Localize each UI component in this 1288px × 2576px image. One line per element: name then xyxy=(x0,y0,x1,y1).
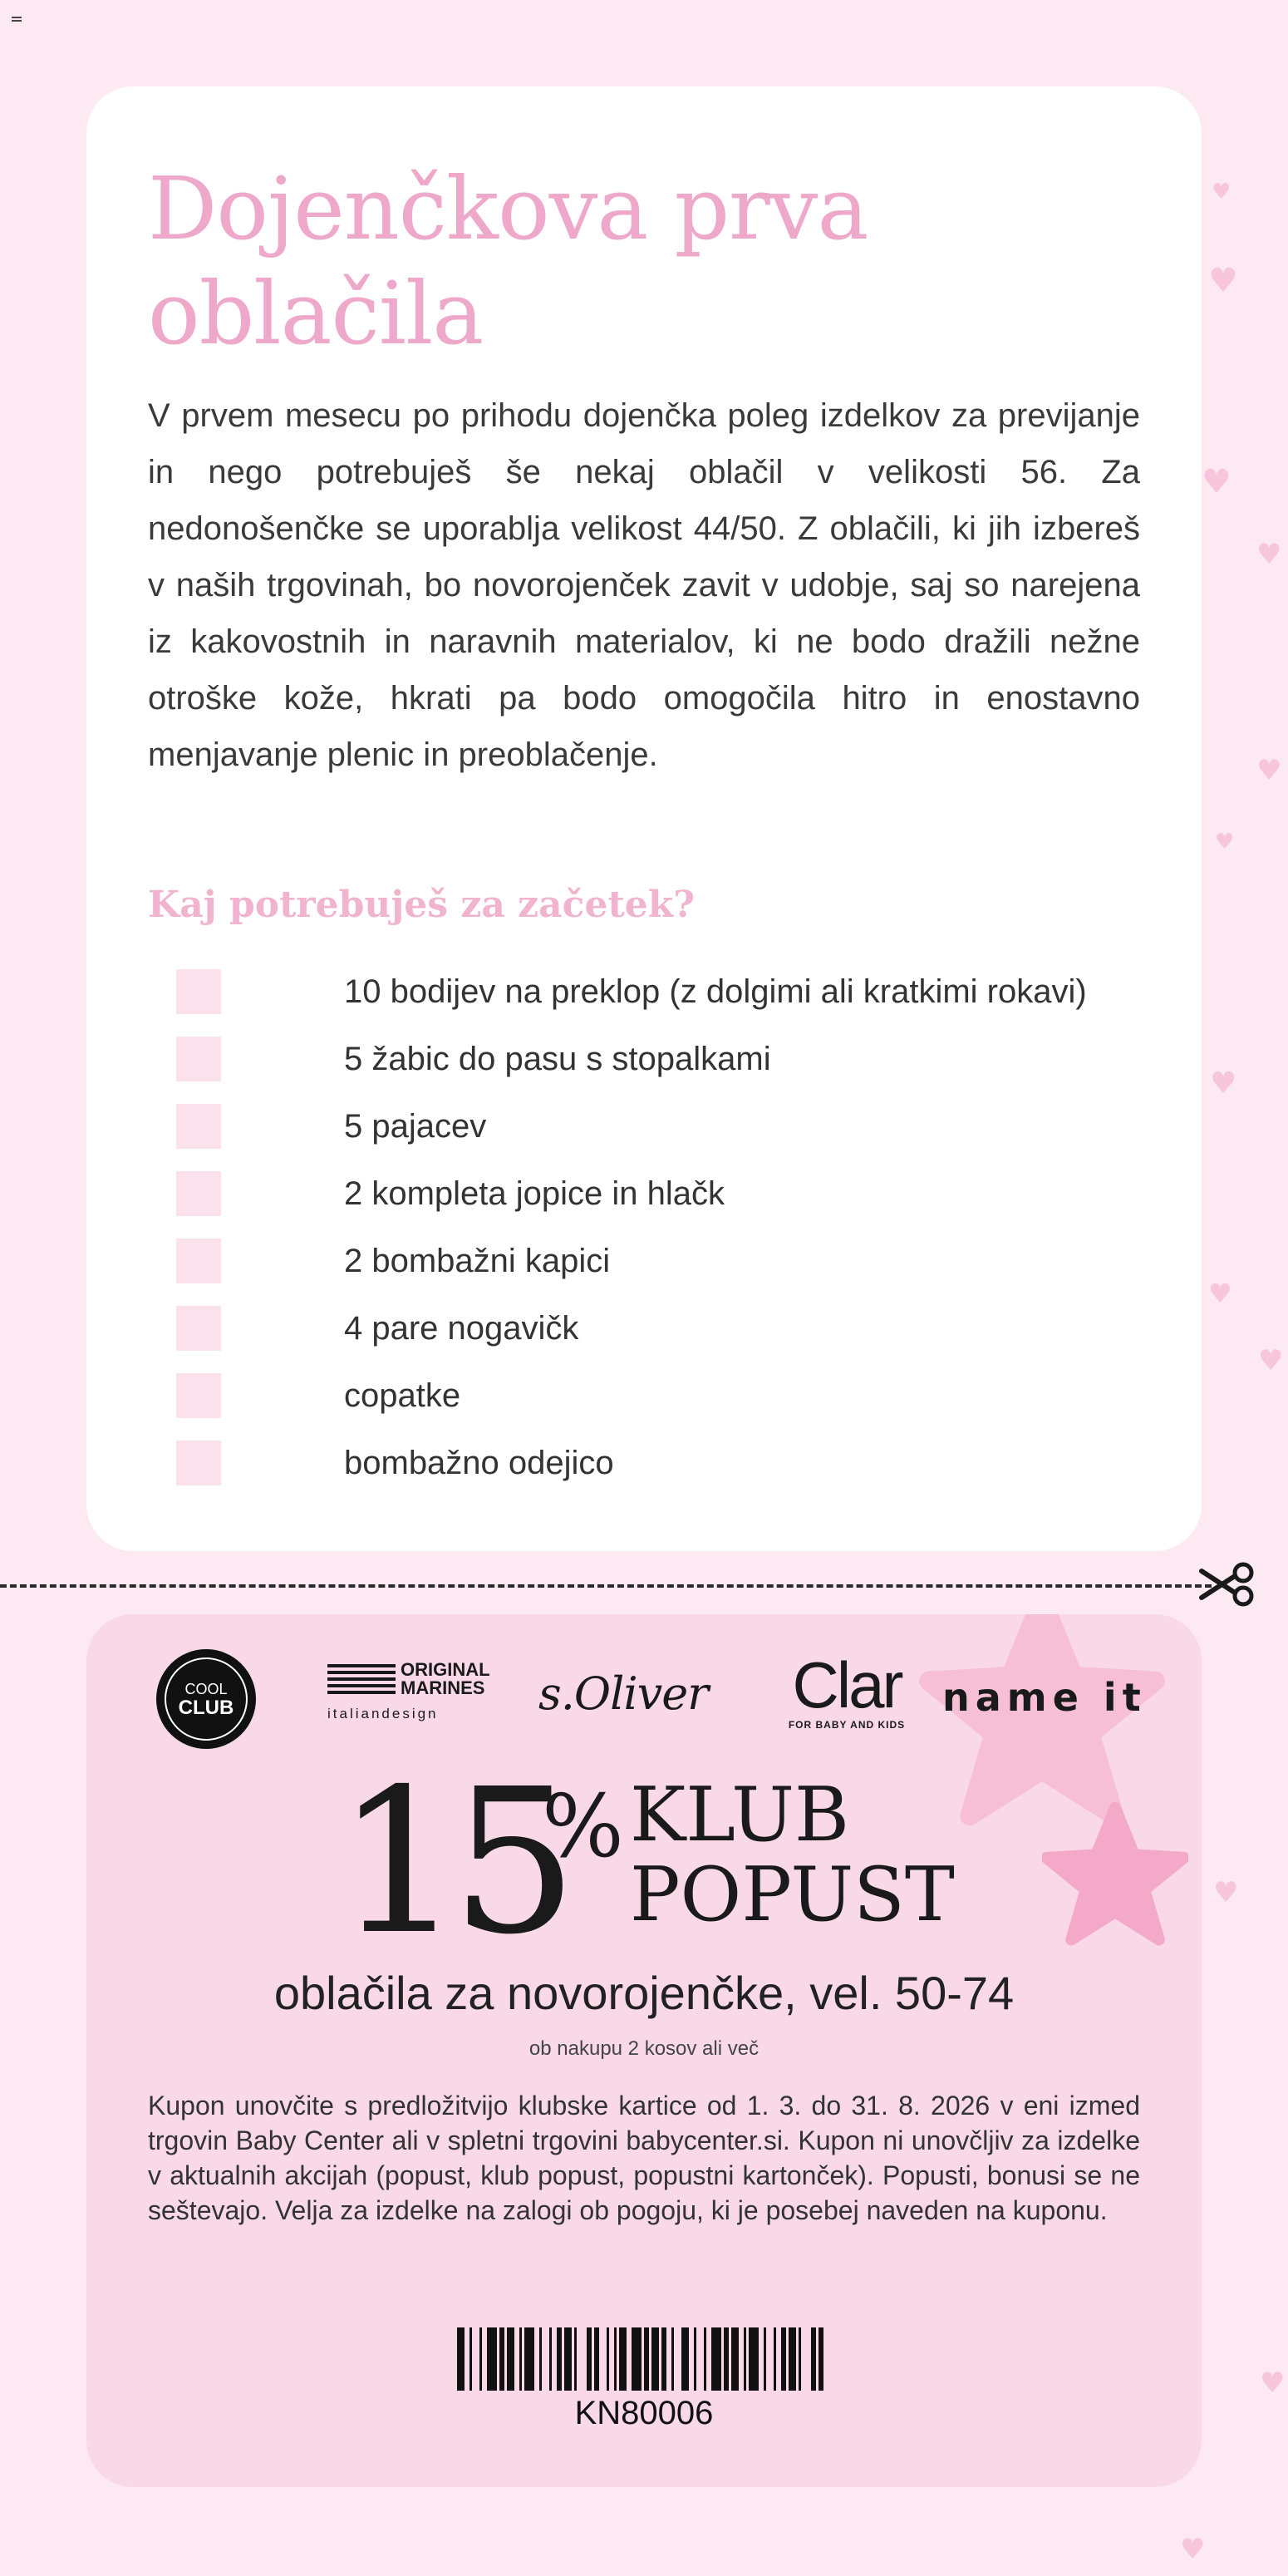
barcode-bar xyxy=(614,2327,617,2391)
heart-icon: ♥ xyxy=(1180,2533,1206,2566)
barcode-bar xyxy=(457,2327,465,2391)
checkbox[interactable] xyxy=(176,969,221,1014)
checklist-item-label: 5 žabic do pasu s stopalkami xyxy=(344,1041,771,1077)
checklist-item-label: bombažno odejico xyxy=(344,1445,614,1481)
star-decoration xyxy=(917,1614,1167,1830)
scissors-icon xyxy=(1198,1559,1256,1609)
heart-icon: ♥ xyxy=(1215,830,1235,855)
barcode xyxy=(457,2327,831,2391)
heart-icon: ♥ xyxy=(1202,463,1231,501)
discount-label-line1: KLUB xyxy=(630,1771,850,1859)
cool-club-logo xyxy=(156,1649,256,1749)
barcode-bar xyxy=(764,2327,766,2391)
barcode-bar xyxy=(774,2327,776,2391)
barcode-bar xyxy=(594,2327,599,2391)
checklist-item-label: copatke xyxy=(344,1377,461,1414)
menu-icon[interactable] xyxy=(12,17,22,25)
coupon-category: oblačila za novorojenčke, vel. 50-74 xyxy=(273,1967,1015,2019)
barcode-bar xyxy=(749,2327,759,2391)
barcode-bar xyxy=(479,2327,482,2391)
heart-icon: ♥ xyxy=(1208,262,1238,300)
barcode-bar xyxy=(789,2327,796,2391)
barcode-bar xyxy=(524,2327,534,2391)
original-marines-text: ORIGINAL xyxy=(401,1659,490,1680)
heart-icon: ♥ xyxy=(1256,754,1282,787)
heart-icon: ♥ xyxy=(1260,2367,1286,2400)
checklist-item-label: 2 bombažni kapici xyxy=(344,1243,611,1279)
clar-logo xyxy=(768,1648,926,1731)
checklist-item-label: 5 pajacev xyxy=(344,1108,487,1145)
checkbox[interactable] xyxy=(176,1171,221,1216)
barcode-bar xyxy=(694,2327,696,2391)
barcode-bar xyxy=(731,2327,739,2391)
barcode-bar xyxy=(644,2327,649,2391)
barcode-bar xyxy=(744,2327,746,2391)
info-card xyxy=(86,86,1202,1551)
page-title: Dojenčkova prva oblačila xyxy=(148,158,868,364)
barcode-bar xyxy=(487,2327,497,2391)
barcode-bar xyxy=(799,2327,801,2391)
heart-icon: ♥ xyxy=(1212,180,1231,204)
intro-paragraph: V prvem mesecu po prihodu dojenčka poleg izdelkov za previjanje in nego potrebuješ še nekaj oblačil v velikosti 56. Za nedonošenčke se uporablja velikost 44/50. Z oblačili, ki jih izbereš v naših trgovinah, bo novorojenček zavit v udobje, saj so narejena iz kakovostnih in naravnih materialov, ki ne bodo dražili nežne otroške kože, hkrati pa bodo omogočila hitro in enostavno menjavanje plenic in preoblačenje. xyxy=(148,397,1140,773)
heart-icon: ♥ xyxy=(1208,1278,1232,1309)
star-decoration xyxy=(1042,1802,1188,1948)
checklist-heading: Kaj potrebuješ za začetek? xyxy=(148,884,696,926)
checkbox[interactable] xyxy=(176,1441,221,1485)
clar-subtitle: FOR BABY AND KIDS xyxy=(788,1719,906,1731)
barcode-bar xyxy=(661,2327,666,2391)
barcode-bar xyxy=(587,2327,592,2391)
barcode-bar xyxy=(811,2327,816,2391)
barcode-bar xyxy=(607,2327,609,2391)
barcode-bar xyxy=(651,2327,659,2391)
checkbox[interactable] xyxy=(176,1239,221,1283)
cool-club-text: COOL xyxy=(184,1681,228,1697)
barcode-bar xyxy=(469,2327,472,2391)
barcode-bar xyxy=(499,2327,504,2391)
checkbox[interactable] xyxy=(176,1104,221,1149)
barcode-bar xyxy=(619,2327,627,2391)
barcode-bar xyxy=(557,2327,562,2391)
soliver-logo: s.Oliver xyxy=(538,1667,708,1720)
heart-icon: ♥ xyxy=(1258,1344,1284,1377)
percent-sign: % xyxy=(542,1776,624,1877)
checkbox[interactable] xyxy=(176,1306,221,1351)
clar-text: Clar xyxy=(792,1648,902,1721)
barcode-bar xyxy=(681,2327,689,2391)
checklist-item-label: 2 kompleta jopice in hlačk xyxy=(344,1175,725,1212)
barcode-bar xyxy=(519,2327,522,2391)
barcode-bar xyxy=(549,2327,552,2391)
barcode-bar xyxy=(711,2327,721,2391)
barcode-bar xyxy=(704,2327,706,2391)
barcode-bar xyxy=(539,2327,542,2391)
coupon-card xyxy=(86,1614,1202,2487)
barcode-bar xyxy=(564,2327,572,2391)
checkbox[interactable] xyxy=(176,1037,221,1081)
original-marines-logo xyxy=(327,1659,510,1731)
checklist-item-label: 10 bodijev na preklop (z dolgimi ali kratkimi rokavi) xyxy=(344,973,1087,1010)
heart-icon: ♥ xyxy=(1210,1066,1237,1101)
coupon-terms: Kupon unovčite s predložitvijo klubske kartice od 1. 3. do 31. 8. 2026 v eni izmed trgovin Baby Center ali v spletni trgovini babycenter.si. Kupon ni unovčljiv za izdelke v aktualnih akcijah (popust, klub popust, popustni kartonček). Popusti, bonusi se ne seštevajo. Velja za izdelke na zalogi ob pogoju, ki je posebej naveden na kuponu. xyxy=(148,2091,1140,2225)
cut-line xyxy=(0,1584,1212,1588)
barcode-bar xyxy=(819,2327,823,2391)
coupon-condition: ob nakupu 2 kosov ali več xyxy=(528,2037,760,2060)
original-marines-text: MARINES xyxy=(401,1677,485,1698)
nameit-logo: name it xyxy=(942,1675,1147,1720)
discount-label-line2: POPUST xyxy=(630,1851,955,1938)
barcode-bar xyxy=(781,2327,786,2391)
checkbox[interactable] xyxy=(176,1373,221,1418)
discount-value: 15 xyxy=(336,1746,567,1978)
barcode-bar xyxy=(724,2327,729,2391)
barcode-bar xyxy=(632,2327,642,2391)
coupon-code: KN80006 xyxy=(574,2395,714,2431)
barcode-bar xyxy=(574,2327,577,2391)
barcode-bar xyxy=(507,2327,514,2391)
heart-icon: ♥ xyxy=(1256,538,1282,571)
flag-icon xyxy=(327,1664,396,1697)
original-marines-subtitle: italiandesign xyxy=(327,1706,439,1721)
heart-icon: ♥ xyxy=(1213,1876,1239,1909)
cool-club-text: CLUB xyxy=(178,1697,234,1719)
barcode-bar xyxy=(671,2327,674,2391)
checklist-item-label: 4 pare nogavičk xyxy=(344,1310,579,1347)
